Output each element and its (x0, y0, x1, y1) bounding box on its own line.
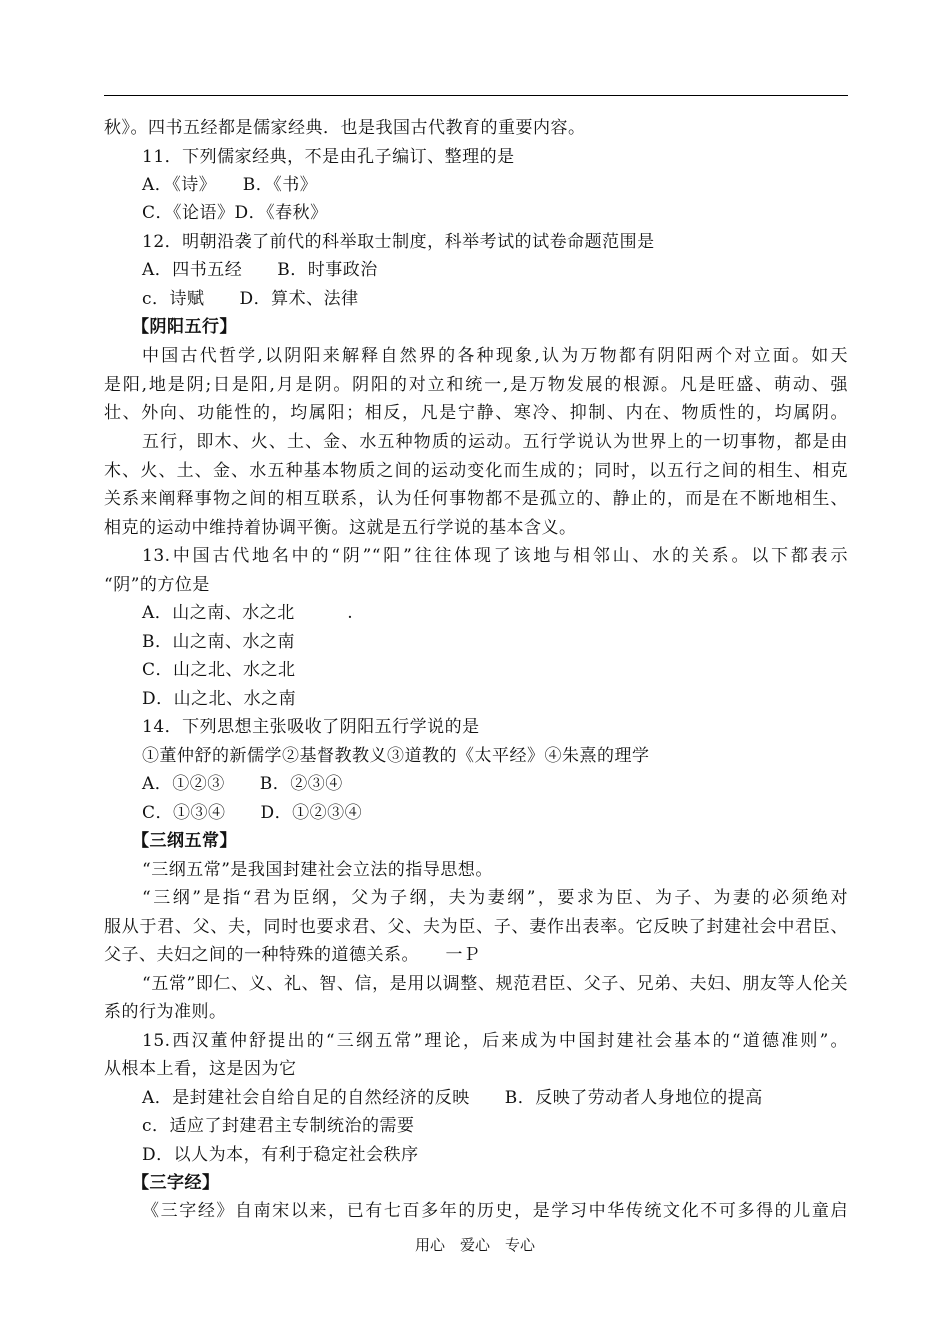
option-line: c．诗赋 D．算术、法律 (142, 289, 359, 309)
question-12: 12．明朝沿袭了前代的科举取士制度，科举考试的试卷命题范围是 (142, 232, 655, 252)
paragraph-line: 壮、外向、功能性的，均属阳；相反，凡是宁静、寒冷、抑制、内在、物质性的，均属阴。 (104, 403, 848, 423)
option-line: B．山之南、水之南 (142, 632, 295, 652)
paragraph-line: 服从于君、父、夫，同时也要求君、父、夫为臣、子、妻作出表率。它反映了封建社会中君臣、 (104, 917, 848, 937)
question-11: 11．下列儒家经典，不是由孔子编订、整理的是 (142, 147, 515, 167)
paragraph-line: “五常”即仁、义、礼、智、信，是用以调整、规范君臣、父子、兄弟、夫妇、朋友等人伦关 (142, 974, 848, 994)
option-line: c．适应了封建君主专制统治的需要 (142, 1116, 415, 1136)
paragraph-line: 中国古代哲学,以阴阳来解释自然界的各种现象,认为万物都有阴阳两个对立面。如天 (142, 346, 848, 366)
section-heading: 【三字经】 (132, 1173, 220, 1193)
option-line: A．山之南、水之北 . (142, 603, 354, 623)
text-line: 秋》。四书五经都是儒家经典．也是我国古代教育的重要内容。 (104, 118, 586, 138)
header-rule (104, 95, 848, 96)
paragraph-line: 《三字经》自南宋以来，已有七百多年的历史，是学习中华传统文化不可多得的儿童启 (142, 1201, 848, 1221)
paragraph-line: “三纲五常”是我国封建社会立法的指导思想。 (142, 860, 493, 880)
option-line: C．山之北、水之北 (142, 660, 296, 680)
option-line: C．①③④ D．①②③④ (142, 803, 363, 823)
section-heading: 【阴阳五行】 (132, 317, 237, 337)
question-15: 15.西汉董仲舒提出的“三纲五常”理论，后来成为中国封建社会基本的“道德准则”。 (142, 1031, 848, 1051)
paragraph-line: 木、火、土、金、水五种基本物质之间的运动变化而生成的；同时，以五行之间的相生、相克 (104, 461, 848, 481)
option-line: A．是封建社会自给自足的自然经济的反映 B．反映了劳动者人身地位的提高 (142, 1088, 763, 1108)
page-footer: 用心 爱心 专心 (414, 1236, 535, 1254)
option-line: C．《论语》D．《春秋》 (142, 203, 328, 223)
statement-line: ①董仲舒的新儒学②基督教教义③道教的《太平经》④朱熹的理学 (142, 746, 650, 766)
option-line: D．以人为本，有利于稳定社会秩序 (142, 1145, 419, 1165)
paragraph-line: 系的行为准则。 (104, 1002, 227, 1022)
paragraph-line: 相克的运动中维持着协调平衡。这就是五行学说的基本含义。 (104, 518, 577, 538)
paragraph-line: “三纲”是指“君为臣纲，父为子纲，夫为妻纲”，要求为臣、为子、为妻的必须绝对 (142, 888, 848, 908)
paragraph-line: 父子、夫妇之间的一种特殊的道德关系。 一Ｐ (104, 945, 481, 965)
option-line: D．山之北、水之南 (142, 689, 297, 709)
question-13: 13.中国古代地名中的“阴”“阳”往往体现了该地与相邻山、水的关系。以下都表示 (142, 546, 848, 566)
paragraph-line: 关系来阐释事物之间的相互联系，认为任何事物都不是孤立的、静止的，而是在不断地相生、 (104, 489, 848, 509)
question-15-cont: 从根本上看，这是因为它 (104, 1059, 297, 1079)
option-line: A．《诗》 B．《书》 (142, 175, 318, 195)
question-13-cont: “阴”的方位是 (104, 575, 210, 595)
section-heading: 【三纲五常】 (132, 831, 237, 851)
paragraph-line: 五行，即木、火、土、金、水五种物质的运动。五行学说认为世界上的一切事物，都是由 (142, 432, 848, 452)
question-14: 14．下列思想主张吸收了阴阳五行学说的是 (142, 717, 480, 737)
paragraph-line: 是阳,地是阴;日是阳,月是阴。阴阳的对立和统一,是万物发展的根源。凡是旺盛、萌动、强 (104, 375, 848, 395)
option-line: A．①②③ B．②③④ (142, 774, 343, 794)
option-line: A．四书五经 B．时事政治 (142, 260, 378, 280)
